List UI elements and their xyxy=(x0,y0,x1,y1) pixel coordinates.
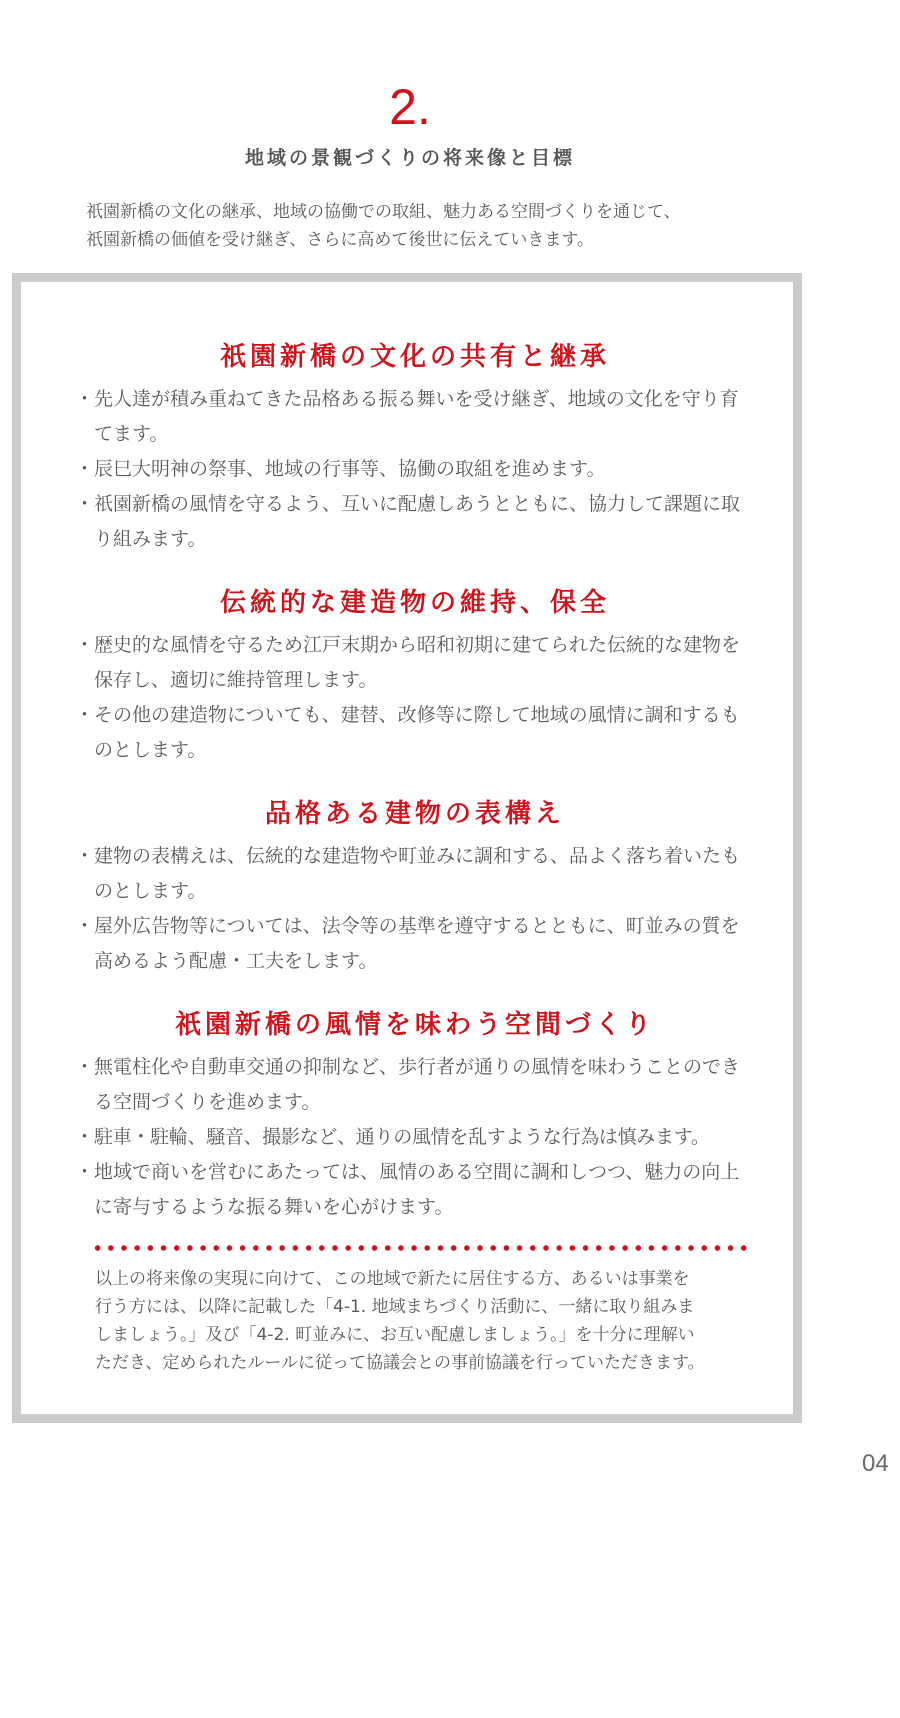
bullet-icon: ・ xyxy=(75,634,95,656)
list-item-text: 地域で商いを営むにあたっては、風情のある空間に調和しつつ、魅力の向上に寄与するような振る舞いを心がけます。 xyxy=(94,1161,740,1218)
list-item-text: 屋外広告物等については、法令等の基準を遵守するとともに、町並みの質を高めるよう配慮・工夫をします。 xyxy=(94,915,740,972)
intro-line: 祇園新橋の価値を受け継ぎ、さらに高めて後世に伝えていきます。 xyxy=(86,230,594,250)
list-item xyxy=(75,1050,755,1120)
closing-line: しましょう。」及び「4-2. 町並みに、お互い配慮しましょう。」を十分に理解い xyxy=(95,1325,695,1345)
goal-item-list xyxy=(75,1050,755,1225)
goal-space xyxy=(75,1004,755,1225)
bullet-icon: ・ xyxy=(75,845,95,867)
section-number: 2. xyxy=(389,79,431,135)
goal-heading: 伝統的な建造物の維持、保全 xyxy=(219,588,610,618)
list-item-text: その他の建造物についても、建替、改修等に際して地域の風情に調和するものとします。 xyxy=(94,704,740,761)
list-item xyxy=(75,698,755,768)
goal-heading: 祇園新橋の風情を味わう空間づくり xyxy=(174,1010,655,1040)
list-item-text: 先人達が積み重ねてきた品格ある振る舞いを受け継ぎ、地域の文化を守り育てます。 xyxy=(94,388,739,445)
bullet-icon: ・ xyxy=(75,388,95,410)
goal-culture xyxy=(75,336,755,557)
goal-heading: 品格ある建物の表構え xyxy=(264,799,565,829)
list-item xyxy=(75,839,755,909)
closing-line: 行う方には、以降に記載した「4-1. 地域まちづくり活動に、一緒に取り組みま xyxy=(95,1297,695,1317)
list-item-text: 歴史的な風情を守るため江戸末期から昭和初期に建てられた伝統的な建物を保存し、適切に維持管理します。 xyxy=(94,634,741,691)
goal-item-list xyxy=(75,628,755,768)
list-item xyxy=(75,628,755,698)
list-item xyxy=(75,382,755,452)
bullet-icon: ・ xyxy=(75,1161,95,1183)
goals-panel xyxy=(12,273,802,1423)
bullet-icon: ・ xyxy=(75,1056,95,1078)
list-item-text: 辰巳大明神の祭事、地域の行事等、協働の取組を進めます。 xyxy=(94,458,606,480)
list-item-text: 無電柱化や自動車交通の抑制など、歩行者が通りの風情を味わうことのできる空間づくりを進めます。 xyxy=(94,1056,741,1113)
list-item xyxy=(75,452,755,487)
goal-facade xyxy=(75,793,755,979)
bullet-icon: ・ xyxy=(75,704,95,726)
closing-line: 以上の将来像の実現に向けて、この地域で新たに居住する方、あるいは事業を xyxy=(95,1269,690,1289)
page-number: 04 xyxy=(862,1450,889,1477)
list-item xyxy=(75,909,755,979)
bullet-icon: ・ xyxy=(75,493,95,515)
list-item-text: 祇園新橋の風情を守るよう、互いに配慮しあうとともに、協力して課題に取り組みます。 xyxy=(94,493,741,550)
dotted-divider xyxy=(91,1245,751,1251)
goal-heading: 祇園新橋の文化の共有と継承 xyxy=(219,342,610,372)
goal-item-list xyxy=(75,382,755,557)
goal-buildings xyxy=(75,582,755,768)
goal-item-list xyxy=(75,839,755,979)
section-title: 地域の景観づくりの将来像と目標 xyxy=(244,147,575,169)
list-item xyxy=(75,1155,755,1225)
list-item-text: 建物の表構えは、伝統的な建造物や町並みに調和する、品よく落ち着いたものとします。 xyxy=(94,845,741,902)
list-item-text: 駐車・駐輪、騒音、撮影など、通りの風情を乱すような行為は慎みます。 xyxy=(94,1126,710,1148)
intro-line: 祇園新橋の文化の継承、地域の協働での取組、魅力ある空間づくりを通じて、 xyxy=(86,202,681,222)
bullet-icon: ・ xyxy=(75,458,95,480)
intro-text xyxy=(86,198,766,254)
closing-note xyxy=(95,1265,775,1377)
closing-line: ただき、定められたルールに従って協議会との事前協議を行っていただきます。 xyxy=(95,1353,705,1373)
list-item xyxy=(75,487,755,557)
list-item xyxy=(75,1120,755,1155)
bullet-icon: ・ xyxy=(75,1126,94,1148)
bullet-icon: ・ xyxy=(75,915,95,937)
